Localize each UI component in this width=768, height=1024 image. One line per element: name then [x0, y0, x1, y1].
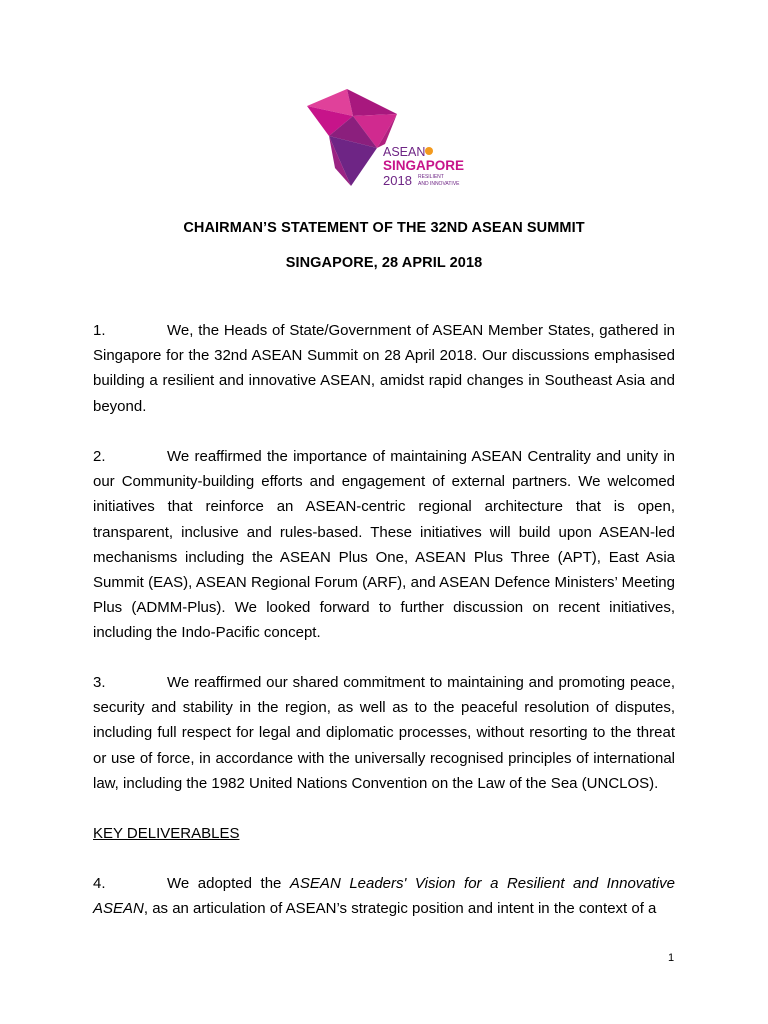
- paragraph-text-after: , as an articulation of ASEAN’s strategic position and intent in the context of a: [143, 900, 657, 918]
- paragraph-number: 4.: [93, 875, 106, 892]
- logo-text-singapore: SINGAPORE: [383, 158, 465, 173]
- asean-emblem-icon: [425, 147, 433, 155]
- page-number: 1: [668, 952, 675, 964]
- document-subtitle: SINGAPORE, 28 APRIL 2018: [285, 255, 483, 271]
- asean-singapore-2018-logo: [305, 86, 465, 192]
- paragraph-2: [93, 444, 675, 646]
- paragraph-4: [93, 871, 675, 921]
- logo-tagline-2: AND INNOVATIVE: [418, 181, 460, 187]
- paragraph-1: [93, 318, 675, 419]
- paragraph-number: 2.: [93, 448, 106, 465]
- logo-text-asean: ASEAN: [383, 145, 426, 159]
- section-heading-key-deliverables: KEY DELIVERABLES: [93, 825, 240, 842]
- paragraph-3: [93, 670, 675, 796]
- paragraph-number: 3.: [93, 674, 106, 691]
- paragraph-text: We reaffirmed our shared commitment to maintaining and promoting peace, security and stability in the region, as well as to the peaceful resolution of disputes, including full respect for legal and diplomatic processes, without resorting to the threat or use of force, in accordance with the universally recognised principles of international law, including the 1982 United Nations Convention on the Law of the Sea (UNCLOS).: [93, 674, 675, 792]
- document-title-italic: ASEAN Leaders' Vision for a Resilient and Innovative ASEAN: [93, 875, 675, 918]
- paragraph-text-before: We adopted the: [167, 875, 290, 892]
- paragraph-number: 1.: [93, 322, 106, 339]
- logo-text-year: 2018: [383, 173, 412, 188]
- paragraph-text: We reaffirmed the importance of maintaining ASEAN Centrality and unity in our Community-building efforts and engagement of external partners. We welcomed initiatives that reinforce an ASEAN-centric regional architecture that is open, transparent, inclusive and rules-based. These initiatives will build upon ASEAN-led mechanisms including the ASEAN Plus One, ASEAN Plus Three (APT), East Asia Summit (EAS), ASEAN Regional Forum (ARF), and ASEAN Defence Ministers’ Meeting Plus (ADMM-Plus). We looked forward to further discussion on recent initiatives, including the Indo-Pacific concept.: [93, 448, 675, 642]
- logo-tagline-1: RESILIENT: [418, 174, 444, 180]
- paragraph-text: We, the Heads of State/Government of ASEAN Member States, gathered in Singapore for the 32nd ASEAN Summit on 28 April 2018. Our discussions emphasised building a resilient and innovative ASEAN, amidst rapid changes in Southeast Asia and beyond.: [93, 322, 675, 415]
- document-title: CHAIRMAN’S STATEMENT OF THE 32ND ASEAN SUMMIT: [183, 220, 585, 236]
